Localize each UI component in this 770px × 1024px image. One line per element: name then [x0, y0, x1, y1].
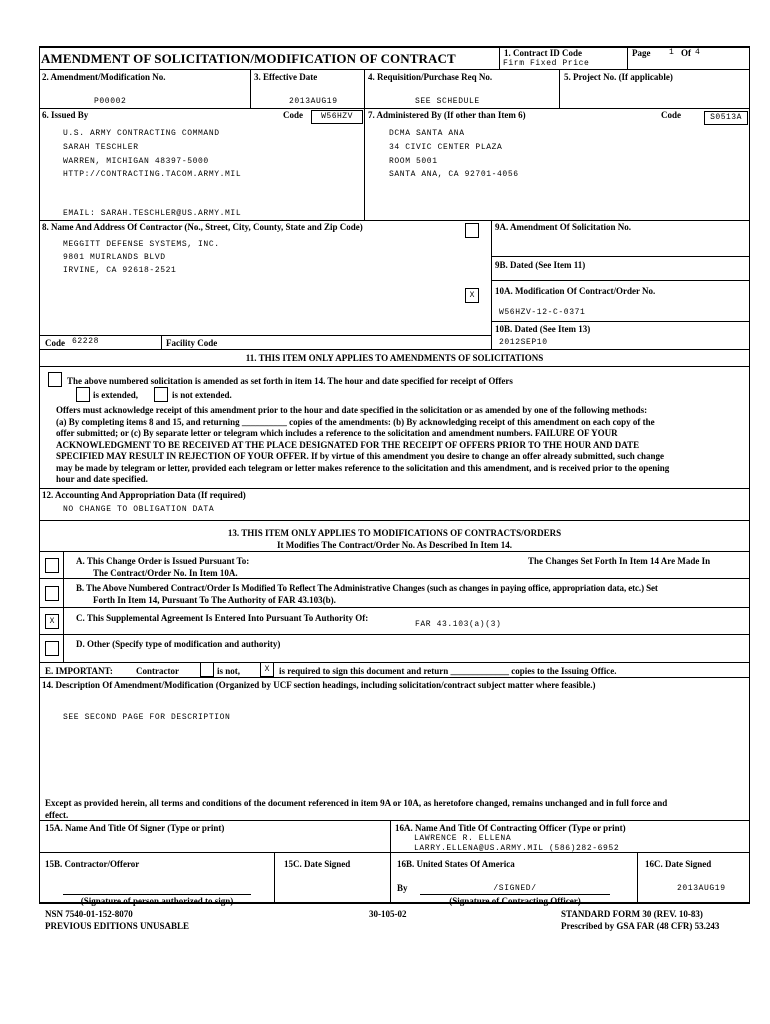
contractor-line-2: 9801 MUIRLANDS BLVD [63, 253, 166, 262]
issued-by-label: 6. Issued By [42, 110, 89, 120]
item-9a-label: 9A. Amendment Of Solicitation No. [495, 222, 631, 232]
contractor-signature-line[interactable] [63, 894, 251, 895]
item-13d-label: D. Other (Specify type of modification and authority) [76, 639, 281, 649]
item-14-value: SEE SECOND PAGE FOR DESCRIPTION [63, 713, 231, 722]
not-extended-label: is not extended. [172, 390, 232, 400]
item-9b-label: 9B. Dated (See Item 11) [495, 260, 586, 270]
item-11-para-6: may be made by telegram or letter, provided each telegram or letter makes reference to the solicitation and this amendment, and is received prior to the opening [56, 462, 670, 473]
issued-line-4: HTTP://CONTRACTING.TACOM.ARMY.MIL [63, 170, 242, 179]
requisition-label: 4. Requisition/Purchase Req No. [368, 72, 493, 82]
item-11-para-1: Offers must acknowledge receipt of this amendment prior to the hour and date specified in the solicitation or as amended by one of the following methods: [56, 405, 648, 415]
item-13b-line-2: Forth In Item 14, Pursuant To The Authority of FAR 43.103(b). [93, 595, 336, 605]
issued-code-label: Code [283, 110, 303, 120]
administered-line-3: ROOM 5001 [389, 157, 438, 166]
item-11-para-4: ACKNOWLEDGMENT TO BE RECEIVED AT THE PLACE DESIGNATED FOR THE RECEIPT OF OFFERS PRIOR TO THE HOUR AND DATE [56, 439, 640, 450]
extended-label: is extended, [93, 390, 138, 400]
important-label: E. IMPORTANT: [45, 666, 113, 676]
contractor-label: 8. Name And Address Of Contractor (No., Street, City, County, State and Zip Code) [42, 222, 363, 232]
issued-code-value: W56HZV [311, 110, 363, 124]
item-13b-line-1: B. The Above Numbered Contract/Order Is Modified To Reflect The Administrative Changes (such as changes in paying office, appropriation data, etc.) Set [76, 583, 658, 593]
item-16c-label: 16C. Date Signed [645, 859, 712, 869]
item-13b-checkbox[interactable] [45, 586, 59, 601]
form-title: AMENDMENT OF SOLICITATION/MODIFICATION OF CONTRACT [41, 51, 456, 66]
effective-date-value: 2013AUG19 [289, 97, 338, 106]
administered-line-2: 34 CIVIC CENTER PLAZA [389, 143, 503, 152]
officer-signature-caption: (Signature of Contracting Officer) [449, 896, 581, 906]
administered-code-value: S0513A [704, 111, 748, 125]
except-line-1: Except as provided herein, all terms and conditions of the document referenced in item 9A or 10A, as heretofore changed, remains unchanged and in full force and [45, 798, 668, 808]
item-13a-line-1: A. This Change Order is Issued Pursuant To: [76, 556, 250, 566]
page-label: Page [632, 48, 651, 58]
by-label: By [397, 883, 408, 893]
requisition-value: SEE SCHEDULE [415, 97, 480, 106]
contract-id-value: Firm Fixed Price [503, 59, 590, 68]
item-15a-label: 15A. Name And Title Of Signer (Type or print) [45, 823, 225, 833]
item-13d-checkbox[interactable] [45, 641, 59, 656]
item-11-para-7: hour and date specified. [56, 474, 148, 484]
item-10b-label: 10B. Dated (See Item 13) [495, 324, 591, 334]
extended-checkbox[interactable] [76, 387, 90, 402]
page-total: 4 [695, 48, 701, 57]
item-10a-checkbox[interactable]: X [465, 288, 479, 303]
item-15b-label: 15B. Contractor/Offeror [45, 859, 140, 869]
administered-code-label: Code [661, 110, 681, 120]
previous-editions-label: PREVIOUS EDITIONS UNUSABLE [45, 921, 190, 931]
item-16a-name: LAWRENCE R. ELLENA [414, 834, 512, 843]
item-16b-label: 16B. United States Of America [397, 859, 515, 869]
item-10b-value: 2012SEP10 [499, 338, 548, 347]
administered-by-label: 7. Administered By (If other than Item 6) [368, 110, 526, 120]
form-code: 30-105-02 [369, 909, 407, 919]
contractor-line-1: MEGGITT DEFENSE SYSTEMS, INC. [63, 240, 220, 249]
item-13c-value: FAR 43.103(a)(3) [415, 620, 502, 629]
contractor-word: Contractor [136, 666, 179, 676]
signed-value: /SIGNED/ [493, 884, 537, 893]
item-13a-right: The Changes Set Forth In Item 14 Are Made In [528, 556, 711, 566]
item-11-line-1: The above numbered solicitation is amended as set forth in item 14. The hour and date specified for receipt of Offers [67, 376, 513, 386]
nsn-label: NSN 7540-01-152-8070 [45, 909, 133, 919]
item-13a-line-2: The Contract/Order No. In Item 10A. [93, 568, 238, 578]
item-11-para-3: offer submitted; or (c) By separate letter or telegram which includes a reference to the solicitation and amendment numbers. FAILURE OF YOUR [56, 428, 618, 438]
contractor-code-value: 62228 [72, 337, 100, 346]
amendment-no-label: 2. Amendment/Modification No. [42, 72, 166, 82]
item-10a-value: W56HZV-12-C-0371 [499, 308, 586, 317]
is-required-label: is required to sign this document and return _____________ copies to the Issuing Office. [279, 666, 617, 676]
facility-code-label: Facility Code [166, 338, 218, 348]
item-11-para-5: SPECIFIED MAY RESULT IN REJECTION OF YOUR OFFER. If by virtue of this amendment you desire to change an offer already submitted, such change [56, 451, 664, 461]
is-not-checkbox[interactable] [200, 662, 214, 677]
contractor-signature-caption: (Signature of person authorized to sign) [80, 896, 234, 906]
item-16a-label: 16A. Name And Title Of Contracting Officer (Type or print) [395, 823, 626, 833]
officer-signature-line[interactable] [420, 894, 610, 895]
administered-line-1: DCMA SANTA ANA [389, 129, 465, 138]
item-13a-checkbox[interactable] [45, 558, 59, 573]
item-12-label: 12. Accounting And Appropriation Data (If required) [42, 490, 246, 500]
not-extended-checkbox[interactable] [154, 387, 168, 402]
effective-date-label: 3. Effective Date [254, 72, 318, 82]
item-10a-label: 10A. Modification Of Contract/Order No. [495, 286, 656, 296]
contract-id-label: 1. Contract ID Code [504, 48, 582, 58]
contractor-line-3: IRVINE, CA 92618-2521 [63, 266, 177, 275]
administered-line-4: SANTA ANA, CA 92701-4056 [389, 170, 519, 179]
item-15c-label: 15C. Date Signed [284, 859, 351, 869]
except-line-2: effect. [45, 810, 69, 820]
item-14-label: 14. Description Of Amendment/Modification (Organized by UCF section headings, including solicitation/contract subject matter where feasible.) [42, 680, 596, 690]
item-9a-checkbox[interactable] [465, 223, 479, 238]
item-13-heading: 13. THIS ITEM ONLY APPLIES TO MODIFICATIONS OF CONTRACTS/ORDERS [227, 528, 562, 538]
item-13c-checkbox[interactable]: X [45, 614, 59, 629]
item-16a-contact: LARRY.ELLENA@US.ARMY.MIL (586)282-6952 [414, 844, 620, 853]
issued-line-1: U.S. ARMY CONTRACTING COMMAND [63, 129, 220, 138]
sf30-form [39, 46, 750, 930]
issued-line-3: WARREN, MICHIGAN 48397-5000 [63, 157, 209, 166]
item-11-checkbox[interactable] [48, 372, 62, 387]
page-of-label: Of [681, 48, 691, 58]
is-not-label: is not, [217, 666, 241, 676]
item-11-heading: 11. THIS ITEM ONLY APPLIES TO AMENDMENTS OF SOLICITATIONS [245, 353, 544, 363]
item-13c-label: C. This Supplemental Agreement Is Entered Into Pursuant To Authority Of: [76, 613, 369, 623]
amendment-no-value: P00002 [94, 97, 127, 106]
issued-line-2: SARAH TESCHLER [63, 143, 139, 152]
is-required-checkbox[interactable]: X [260, 662, 274, 677]
contractor-code-label: Code [45, 338, 65, 348]
item-12-value: NO CHANGE TO OBLIGATION DATA [63, 505, 215, 514]
item-11-para-2: (a) By completing items 8 and 15, and returning __________ copies of the amendments: (b) By acknowledging receipt of this amendment on each copy of the [56, 416, 655, 427]
page-number: 1 [669, 48, 675, 57]
issued-email: EMAIL: SARAH.TESCHLER@US.ARMY.MIL [63, 209, 242, 218]
item-13-subheading: It Modifies The Contract/Order No. As Described In Item 14. [277, 540, 512, 550]
item-16c-value: 2013AUG19 [677, 884, 726, 893]
standard-form-label: STANDARD FORM 30 (REV. 10-83) [561, 909, 703, 919]
prescribed-by-label: Prescribed by GSA FAR (48 CFR) 53.243 [561, 921, 720, 931]
project-no-label: 5. Project No. (If applicable) [564, 72, 673, 82]
